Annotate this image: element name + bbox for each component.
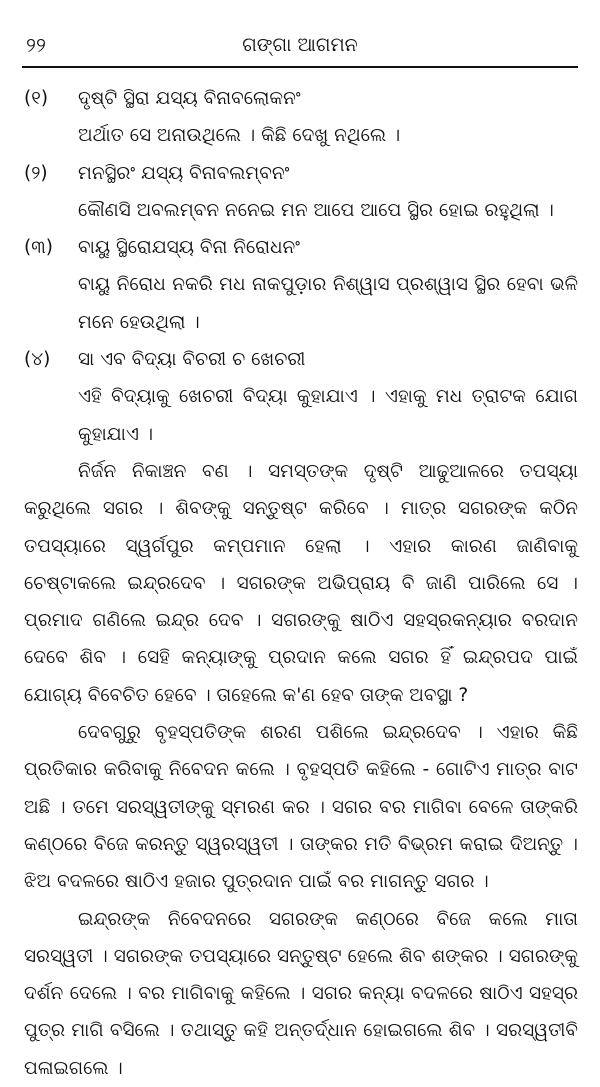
page-number: ୨୨: [26, 33, 46, 57]
verse-number: (୩): [24, 237, 53, 259]
header-rule: [22, 66, 578, 68]
verse-gloss: ଏହି ବିଦ୍ୟାକୁ ଖେଚରୀ ବିଦ୍ୟା କୁହାଯାଏ । ଏହାକୁ ମଧ ତ୍ରାଟକ ଯୋଗ କୁହାଯାଏ ।: [78, 386, 578, 445]
verse-gloss: କୌଣସି ଅବଲମ୍ବନ ନନେଇ ମନ ଆପେ ଆପେ ସ୍ଥିର ହୋଇ ରହୁଥିଲା ।: [78, 199, 554, 221]
running-title: ଗଙ୍ଗା ଆଗମନ: [242, 34, 358, 56]
verse-text: ସା ଏବ ବିଦ୍ୟା ବିଚରୀ ଚ ଖେଚରୀ: [78, 349, 306, 371]
body-paragraph-3: ଇନ୍ଦ୍ରଙ୍କ ନିବେଦନରେ ସଗରଙ୍କ କଣ୍ଠରେ ବିଜେ କଲେ ମାତା ସରସ୍ୱତୀ । ସଗରଙ୍କ ତପସ୍ୟାରେ ସନ୍ତୁଷ୍ଟ ହେଲେ ଶିବ ଶଙ୍କର । ସଗରଙ୍କୁ ଦର୍ଶନ ଦେଲେ । ବର ମାଗିବାକୁ କହିଲେ । ସଗର କନ୍ୟା ବଦଳରେ ଷାଠିଏ ସହସ୍ର ପୁତ୍ର ମାଗି ବସିଲେ । ତଥାସ୍ତୁ କହି ଅନ୍ତର୍ଦ୍ଧାନ ହୋଇଗଲେ ଶିବ । ସରସ୍ୱତୀବି ପଳାଇଗଲେ ।: [24, 908, 578, 1079]
page-body: [24, 80, 578, 1087]
page-header: [22, 30, 578, 64]
verse-text: ବାୟୁ ସ୍ଥିରୋଯସ୍ୟ ବିନା ନିରୋଧନଂ: [78, 237, 301, 259]
verse-gloss: ଅର୍ଥାତ ସେ ଅନାଉଥିଲେ । କିଛି ଦେଖୁ ନଥିଲେ ।: [78, 125, 401, 147]
verse-number: (୪): [24, 349, 51, 371]
verse-text: ମନସ୍ଥିରଂ ଯସ୍ୟ ବିନାବଲମ୍ବନଂ: [78, 162, 290, 184]
body-paragraph-1: ନିର୍ଜନ ନିକାଞ୍ଚନ ବଣ । ସମସ୍ତଙ୍କ ଦୃଷ୍ଟି ଆଢୁଆଳରେ ତପସ୍ୟା କରୁଥିଲେ ସଗର । ଶିବଙ୍କୁ ସନ୍ତୁଷ୍ଟ କରିବେ । ମାତ୍ର ସଗରଙ୍କ କଠିନ ତପସ୍ୟାରେ ସ୍ୱର୍ଗପୁର କମ୍ପମାନ ହେଲା । ଏହାର କାରଣ ଜାଣିବାକୁ ଚେଷ୍ଟାକଲେ ଇନ୍ଦ୍ରଦେବ । ସଗରଙ୍କ ଅଭିପ୍ରାୟ ବି ଜାଣି ପାରିଲେ ସେ । ପ୍ରମାଦ ଗଣିଲେ ଇନ୍ଦ୍ର ଦେବ । ସଗରଙ୍କୁ ଷାଠିଏ ସହସ୍ରକନ୍ୟାର ବରଦାନ ଦେବେ ଶିବ । ସେହି କନ୍ୟାଙ୍କୁ ପ୍ରଦାନ କଲେ ସଗର ହିଁ ଇନ୍ଦ୍ରପଦ ପାଇଁ ଯୋଗ୍ୟ ବିବେଚିତ ହେବେ । ତାହେଲେ କ'ଣ ହେବ ତାଙ୍କ ଅବସ୍ଥା ?: [24, 460, 578, 706]
verse-item-2: [24, 155, 578, 192]
verse-item-4: [24, 341, 578, 378]
verse-text: ଦୃଷ୍ଟି ସ୍ଥିରା ଯସ୍ୟ ବିନାବଲୋକନଂ: [78, 88, 301, 109]
verse-number: (୧): [24, 88, 49, 109]
verse-item-1: [24, 80, 578, 117]
verse-item-3: [24, 229, 578, 266]
verse-number: (୨): [24, 162, 48, 184]
body-paragraph-2: ଦେବଗୁରୁ ବୃହସ୍ପତିଙ୍କ ଶରଣ ପଶିଲେ ଇନ୍ଦ୍ରଦେବ । ଏହାର କିଛି ପ୍ରତିକାର କରିବାକୁ ନିବେଦନ କଲେ । ବୃହସ୍ପତି କହିଲେ - ଗୋଟିଏ ମାତ୍ର ବାଟ ଅଛି । ତମେ ସରସ୍ୱତୀଙ୍କୁ ସ୍ମରଣ କର । ସଗର ବର ମାଗିବା ବେଳେ ତାଙ୍କରି କଣ୍ଠରେ ବିଜେ କରନ୍ତୁ ସ୍ୱରସ୍ୱତୀ । ତାଙ୍କର ମତି ବିଭ୍ରମ କରାଇ ଦିଅନ୍ତୁ । ଝିଅ ବଦଳରେ ଷାଠିଏ ହଜାର ପୁତ୍ରଦାନ ପାଇଁ ବର ମାଗନ୍ତୁ ସଗର ।: [24, 722, 578, 893]
verse-gloss: ବାୟୁ ନିରୋଧ ନକରି ମଧ ନାକପୁଡ଼ାର ନିଶ୍ୱାସ ପ୍ରଶ୍ୱାସ ସ୍ଥିର ହେବା ଭଳି ମନେ ହେଉଥିଲା ।: [78, 274, 578, 333]
